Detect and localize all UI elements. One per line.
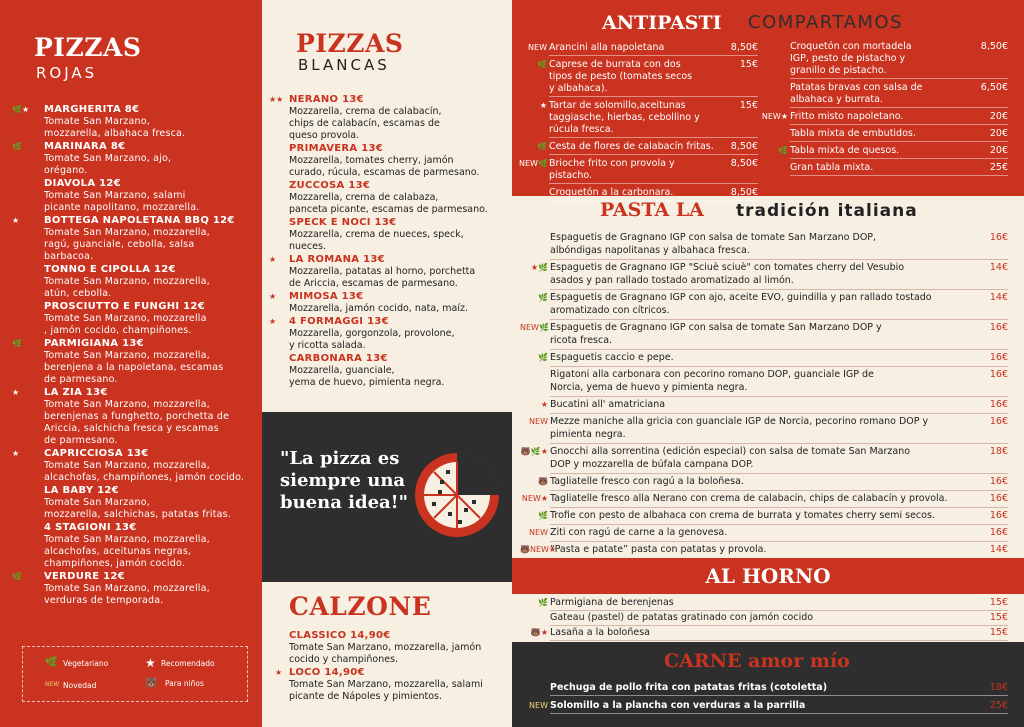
divider-line <box>790 107 1008 108</box>
item-line: albóndigas napolitanas y albahaca fresca. <box>550 245 750 256</box>
item-marks-icon: 🌿 <box>778 146 788 155</box>
pizzas-rojas-list <box>12 104 259 608</box>
item-desc-line: mozzarella, albahaca fresca. <box>44 128 186 139</box>
divider-line <box>550 319 1008 320</box>
item-line: Gran tabla mixta. <box>790 162 874 173</box>
item-name: PARMIGIANA 13€ <box>44 338 144 349</box>
item-name: TONNO E CIPOLLA 12€ <box>44 264 176 275</box>
item-marks-icon: 🐻NEW★ <box>520 545 557 554</box>
item-name: PROSCIUTTO E FUNGHI 12€ <box>44 301 205 312</box>
menu-item <box>12 215 259 263</box>
item-desc-line: verduras de temporada. <box>44 595 164 606</box>
item-name: CLASSICO 14,90€ <box>289 630 391 641</box>
item-price: 18€ <box>989 446 1008 457</box>
divider-line <box>550 366 1008 367</box>
menu-item <box>44 485 259 521</box>
item-price: 8,50€ <box>730 158 758 169</box>
item-line: Mezze maniche alla gricia con guanciale IGP de Norcia, pecorino romano DOP y <box>550 416 929 427</box>
al-horno-header <box>512 558 1024 594</box>
item-line: Patatas bravas con salsa de <box>790 82 923 93</box>
item-desc-line: Tomate San Marzano, mozzarella, salami <box>289 679 483 690</box>
item-price: 14€ <box>989 262 1008 273</box>
item-line: tipos de pesto (tomates secos <box>549 71 693 82</box>
item-marks-icon: 🌿 <box>538 511 548 520</box>
item-name: 4 FORMAGGI 13€ <box>289 316 389 327</box>
pizzas-blancas-subtitle: BLANCAS <box>298 56 390 74</box>
menu-item <box>269 94 511 142</box>
divider-line <box>550 289 1008 290</box>
item-line: DOP y mozzarella de búfala campana DOP. <box>550 459 754 470</box>
item-line: Fritto misto napoletano. <box>790 111 904 122</box>
calzone-title: CALZONE <box>289 592 432 621</box>
item-line: Espaguetis de Gragnano IGP "Sciuè sciuè" con tomates cherry del Vesubio <box>550 262 905 273</box>
item-desc-line: picante napolitano, mozzarella. <box>44 202 200 213</box>
item-line: albahaca y burrata. <box>790 94 883 105</box>
pasta-subtitle: tradición italiana <box>736 201 918 221</box>
menu-item <box>275 667 511 703</box>
divider-line <box>790 124 1008 125</box>
item-marks-icon: 🌿 <box>538 353 548 362</box>
item-desc-line: de parmesano. <box>44 374 118 385</box>
divider-line <box>550 413 1008 414</box>
item-marks-icon: 🐻🌿★ <box>520 447 548 456</box>
divider-line <box>550 713 1008 714</box>
menu-item <box>269 291 511 315</box>
legend-box <box>22 646 248 702</box>
item-line: Espaguetis caccio e pepe. <box>550 352 674 363</box>
antipasti-title: ANTIPASTI <box>602 12 722 34</box>
carne-title-b: amor mío <box>748 650 850 672</box>
item-marks-icon: ★ <box>539 101 547 110</box>
item-price: 16€ <box>989 527 1008 538</box>
item-line: Tabla mixta de embutidos. <box>790 128 916 139</box>
item-line: Brioche frito con provola y <box>549 158 675 169</box>
quote-text: "La pizza es siempre una buena idea!" <box>280 448 408 513</box>
menu-item <box>289 217 511 253</box>
item-desc-line: chips de calabacín, escamas de <box>289 118 440 129</box>
item-desc-line: Tomate San Marzano, ajo, <box>44 153 172 164</box>
item-line: Espaguetis de Gragnano IGP con ajo, aceite EVO, guindilla y pan rallado tostado <box>550 292 932 303</box>
pizzas-rojas-subtitle: ROJAS <box>36 64 98 82</box>
divider-line <box>790 175 1008 176</box>
item-line: Parmigiana de berenjenas <box>550 597 674 608</box>
item-marks-icon: 🌿 <box>537 60 547 69</box>
new-badge-icon: NEW <box>45 681 60 688</box>
item-marks-icon: NEW★ <box>761 112 788 121</box>
item-desc-line: Mozzarella, crema de calabaza, <box>289 192 439 203</box>
item-marks-icon: ★ <box>269 317 277 326</box>
item-price: 16€ <box>989 232 1008 243</box>
pizzas-rojas-title: PIZZAS <box>34 33 142 62</box>
carne-title-a: CARNE <box>664 650 742 672</box>
item-price: 14€ <box>989 544 1008 555</box>
item-price: 15€ <box>989 627 1008 638</box>
pizzas-blancas-list <box>269 94 511 390</box>
item-marks-icon: NEW★ <box>521 494 548 503</box>
item-marks-icon: 🐻★ <box>530 628 548 637</box>
item-marks-icon: ★ <box>12 216 20 225</box>
divider-line <box>549 154 758 155</box>
item-price: 14€ <box>989 292 1008 303</box>
item-line: Pechuga de pollo frita con patatas fritas (cotoletta) <box>550 682 828 693</box>
divider-line <box>549 96 758 97</box>
item-desc-line: berenjena a la napoletana, escamas <box>44 362 224 373</box>
item-marks-icon: ★ <box>269 292 277 301</box>
item-name: NERANO 13€ <box>289 94 364 105</box>
item-marks-icon: ★ <box>12 388 20 397</box>
item-marks-icon: ★🌿 <box>530 263 548 272</box>
item-line: granillo de pistacho. <box>790 65 887 76</box>
item-line: Solomillo a la plancha con verduras a la parrilla <box>550 700 806 711</box>
item-marks-icon: ★ <box>275 668 283 677</box>
carne-title <box>664 650 850 672</box>
item-desc-line: Tomate San Marzano, mozzarella <box>44 313 207 324</box>
item-desc-line: queso provola. <box>289 130 360 141</box>
item-line: Ziti con ragú de carne a la genovesa. <box>550 527 728 538</box>
item-desc-line: Tomate San Marzano, mozzarella, <box>44 350 210 361</box>
item-desc-line: Tomate San Marzano, mozzarella, jamón <box>289 642 482 653</box>
item-price: 16€ <box>989 369 1008 380</box>
recommended-star-icon: ★ <box>145 656 156 670</box>
vegetarian-leaf-icon: 🌿 <box>45 657 58 668</box>
item-desc-line: curado, rúcula, escamas de parmesano. <box>289 167 480 178</box>
item-desc-line: Tomate San Marzano, mozzarella, <box>44 583 210 594</box>
item-line: Gateau (pastel) de patatas gratinado con jamón cocido <box>550 612 814 623</box>
item-marks-icon: 🌿 <box>12 142 22 151</box>
item-desc-line: barbacoa. <box>44 251 94 262</box>
menu-item <box>44 178 259 214</box>
divider-line <box>549 183 758 184</box>
item-desc-line: cocido y champiñones. <box>289 654 399 665</box>
menu-item <box>44 301 259 337</box>
quote-banner <box>262 412 512 582</box>
item-marks-icon: NEW <box>529 701 548 710</box>
item-line: Gnocchi alla sorrentina (edición especial) con salsa de tomate San Marzano <box>550 446 911 457</box>
item-line: Tabla mixta de quesos. <box>790 145 900 156</box>
item-line: Norcia, yema de huevo y pimienta negra. <box>550 382 748 393</box>
item-marks-icon: NEW🌿 <box>520 323 549 332</box>
item-desc-line: Mozzarella, tomates cherry, jamón <box>289 155 454 166</box>
item-desc-line: Mozzarella, patatas al horno, porchetta <box>289 266 476 277</box>
item-line: taggiasche, hierbas, cebollino y <box>549 112 700 123</box>
item-line: Espaguetis de Gragnano IGP con salsa de tomate San Marzano DOP, <box>550 232 877 243</box>
item-name: MARINARA 8€ <box>44 141 126 152</box>
legend-ninos: Para niños <box>165 679 204 688</box>
divider-line <box>550 610 1008 611</box>
item-desc-line: Mozzarella, gorgonzola, provolone, <box>289 328 455 339</box>
pasta-title: PASTA LA <box>600 199 704 221</box>
menu-item <box>269 254 511 290</box>
item-line: aromatizado con cítricos. <box>550 305 670 316</box>
item-marks-icon: 🌿★ <box>12 105 30 114</box>
kids-bear-icon: 🐻 <box>145 678 158 689</box>
item-marks-icon: 🌿 <box>12 572 22 581</box>
item-desc-line: Tomate San Marzano, mozzarella, <box>44 227 210 238</box>
item-marks-icon: 🌿 <box>12 339 22 348</box>
item-line: Bucatini all' amatriciana <box>550 399 666 410</box>
item-desc-line: Tomate San Marzano, mozzarella, <box>44 460 210 471</box>
right-panel <box>512 0 1024 727</box>
item-desc-line: Tomate San Marzano, <box>44 116 150 127</box>
item-desc-line: picante de Nápoles y pimientos. <box>289 691 443 702</box>
item-desc-line: Tomate San Marzano, mozzarella, <box>44 276 210 287</box>
item-marks-icon: NEW <box>529 528 548 537</box>
item-name: LA ROMANA 13€ <box>289 254 385 265</box>
legend-recomendado: Recomendado <box>161 659 215 668</box>
item-desc-line: alcachofas, aceitunas negras, <box>44 546 192 557</box>
item-desc-line: Mozzarella, crema de calabacín, <box>289 106 442 117</box>
item-price: 15€ <box>989 612 1008 623</box>
antipasti-subtitle: COMPARTAMOS <box>748 12 904 33</box>
calzone-list <box>275 630 511 704</box>
al-horno-title: AL HORNO <box>705 564 831 588</box>
item-name: 4 STAGIONI 13€ <box>44 522 137 533</box>
carne-section <box>512 642 1024 727</box>
menu-item <box>12 387 259 447</box>
menu-item <box>12 448 259 484</box>
divider-line <box>549 55 758 56</box>
item-price: 20€ <box>989 128 1008 139</box>
item-name: MARGHERITA 8€ <box>44 104 140 115</box>
item-line: pimienta negra. <box>550 429 626 440</box>
menu-item <box>289 353 511 389</box>
antipasti-section <box>512 0 1024 196</box>
item-desc-line: Mozzarella, guanciale, <box>289 365 395 376</box>
divider-line <box>550 490 1008 491</box>
item-desc-line: panceta picante, escamas de parmesano. <box>289 204 488 215</box>
item-name: ZUCCOSA 13€ <box>289 180 371 191</box>
item-desc-line: Tomate San Marzano, <box>44 497 150 508</box>
item-name: BOTTEGA NAPOLETANA BBQ 12€ <box>44 215 235 226</box>
divider-line <box>550 625 1008 626</box>
item-marks-icon: ★ <box>12 449 20 458</box>
item-line: Lasaña a la boloñesa <box>550 627 651 638</box>
item-price: 16€ <box>989 322 1008 333</box>
menu-item <box>289 180 511 216</box>
menu-item <box>269 316 511 352</box>
pizzas-rojas-panel <box>0 0 262 727</box>
pizzas-blancas-panel <box>262 0 512 727</box>
item-desc-line: berenjenas a funghetto, porchetta de <box>44 411 230 422</box>
item-line: IGP, pesto de pistacho y <box>790 53 906 64</box>
item-price: 15€ <box>739 59 758 70</box>
item-desc-line: yema de huevo, pimienta negra. <box>289 377 445 388</box>
item-line: rúcula fresca. <box>549 124 614 135</box>
item-price: 16€ <box>989 399 1008 410</box>
item-marks-icon: ★ <box>540 400 548 409</box>
item-name: SPECK E NOCI 13€ <box>289 217 397 228</box>
item-desc-line: mozzarella, salchichas, patatas fritas. <box>44 509 232 520</box>
item-desc-line: alcachofas, champiñones, jamón cocido. <box>44 472 245 483</box>
item-price: 16€ <box>989 493 1008 504</box>
item-price: 8,50€ <box>730 42 758 53</box>
item-line: Caprese de burrata con dos <box>549 59 681 70</box>
item-line: Rigatoni alla carbonara con pecorino romano DOP, guanciale IGP de <box>550 369 874 380</box>
divider-line <box>550 396 1008 397</box>
item-price: 15€ <box>989 597 1008 608</box>
item-desc-line: Mozzarella, jamón cocido, nata, maíz. <box>289 303 468 314</box>
item-line: “Pasta e patate” pasta con patatas y provola. <box>550 544 767 555</box>
item-desc-line: Tomate San Marzano, mozzarella, <box>44 534 210 545</box>
item-marks-icon: 🌿 <box>538 598 548 607</box>
divider-line <box>790 78 1008 79</box>
item-line: Trofie con pesto de albahaca con crema de burrata y tomates cherry semi secos. <box>550 510 935 521</box>
item-marks-icon: 🐻 <box>538 477 548 486</box>
item-name: MIMOSA 13€ <box>289 291 364 302</box>
legend-vegetariano: Vegetariano <box>63 659 109 668</box>
item-marks-icon: 🌿 <box>537 142 547 151</box>
item-desc-line: atún, cebolla. <box>44 288 112 299</box>
divider-line <box>550 541 1008 542</box>
divider-line <box>550 259 1008 260</box>
menu-item <box>12 338 259 386</box>
legend-novedad: Novedad <box>63 681 97 690</box>
menu-item <box>12 104 259 140</box>
pizzas-blancas-title: PIZZAS <box>296 29 404 58</box>
item-name: DIAVOLA 12€ <box>44 178 121 189</box>
divider-line <box>790 141 1008 142</box>
item-line: Cesta de flores de calabacín fritas. <box>549 141 714 152</box>
divider-line <box>550 349 1008 350</box>
item-line: Tartar de solomillo,aceitunas <box>549 100 686 111</box>
item-marks-icon: ★ <box>269 255 277 264</box>
item-price: 18€ <box>989 682 1008 693</box>
item-line: Croquetón a la carbonara. <box>549 187 674 198</box>
item-desc-line: Tomate San Marzano, salami <box>44 190 186 201</box>
item-desc-line: champiñones, jamón cocido. <box>44 558 186 569</box>
item-name: LA BABY 12€ <box>44 485 119 496</box>
item-desc-line: Tomate San Marzano, mozzarella, <box>44 399 210 410</box>
item-desc-line: de parmesano. <box>44 435 118 446</box>
item-desc-line: ragú, guanciale, cebolla, salsa <box>44 239 195 250</box>
item-desc-line: y ricotta salada. <box>289 340 366 351</box>
item-price: 16€ <box>989 352 1008 363</box>
item-price: 15€ <box>739 100 758 111</box>
divider-line <box>550 473 1008 474</box>
item-price: 20€ <box>989 145 1008 156</box>
item-price: 25€ <box>989 162 1008 173</box>
item-price: 16€ <box>989 416 1008 427</box>
divider-line <box>549 137 758 138</box>
divider-line <box>550 524 1008 525</box>
item-line: pistacho. <box>549 170 593 181</box>
item-price: 8,50€ <box>980 41 1008 52</box>
divider-line <box>550 443 1008 444</box>
item-desc-line: , jamón cocido, champiñones. <box>44 325 192 336</box>
item-price: 16€ <box>989 476 1008 487</box>
divider-line <box>550 695 1008 696</box>
divider-line <box>550 640 1008 641</box>
item-desc-line: nueces. <box>289 241 326 252</box>
item-name: LA ZIA 13€ <box>44 387 108 398</box>
menu-item <box>12 141 259 177</box>
item-line: Tagliatelle fresco con ragú a la boloñesa. <box>550 476 744 487</box>
item-price: 6,50€ <box>980 82 1008 93</box>
item-name: CARBONARA 13€ <box>289 353 388 364</box>
item-line: Tagliatelle fresco alla Nerano con crema de calabacín, chips de calabacín y provola. <box>550 493 948 504</box>
menu-item <box>12 571 259 607</box>
item-line: ricota fresca. <box>550 335 613 346</box>
divider-line <box>550 507 1008 508</box>
item-line: Arancini alla napoletana <box>549 42 665 53</box>
item-name: LOCO 14,90€ <box>289 667 365 678</box>
menu-item <box>289 630 511 666</box>
item-desc-line: orégano. <box>44 165 88 176</box>
item-marks-icon: NEW <box>529 417 548 426</box>
item-price: 25€ <box>989 700 1008 711</box>
item-name: PRIMAVERA 13€ <box>289 143 384 154</box>
item-marks-icon: ★★ <box>269 95 284 104</box>
item-name: VERDURE 12€ <box>44 571 125 582</box>
item-price: 20€ <box>989 111 1008 122</box>
item-price: 16€ <box>989 510 1008 521</box>
divider-line <box>790 158 1008 159</box>
item-marks-icon: NEW <box>528 43 547 52</box>
item-line: Espaguetis de Gragnano IGP con salsa de tomate San Marzano DOP y <box>550 322 882 333</box>
menu-item <box>289 143 511 179</box>
item-desc-line: de Ariccia, escamas de parmesano. <box>289 278 458 289</box>
menu-item <box>44 264 259 300</box>
item-marks-icon: 🌿 <box>538 293 548 302</box>
item-desc-line: Mozzarella, crema de nueces, speck, <box>289 229 464 240</box>
item-line: y albahaca). <box>549 83 608 94</box>
item-marks-icon: NEW🌿 <box>519 159 548 168</box>
item-line: asados y pan rallado tostado aromatizado al limón. <box>550 275 794 286</box>
item-price: 8,50€ <box>730 141 758 152</box>
item-line: Croquetón con mortadela <box>790 41 912 52</box>
item-name: CAPRICCIOSA 13€ <box>44 448 149 459</box>
item-desc-line: Ariccia, salchicha fresca y escamas <box>44 423 219 434</box>
pizza-icon <box>412 450 502 540</box>
item-price: 8,50€ <box>730 187 758 198</box>
menu-item <box>44 522 259 570</box>
